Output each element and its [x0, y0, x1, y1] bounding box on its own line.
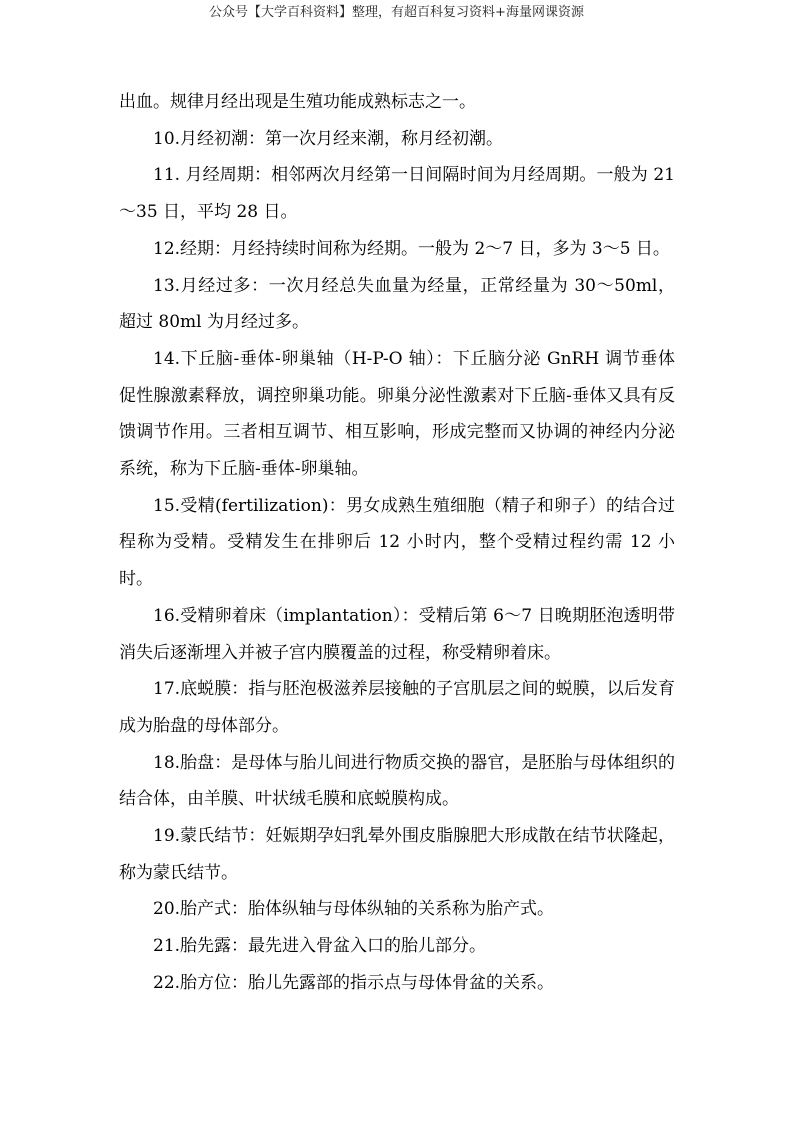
definition-item-17: 17.底蜕膜：指与胚泡极滋养层接触的子宫肌层之间的蜕膜，以后发育成为胎盘的母体部分。 [119, 679, 675, 736]
document-body [119, 84, 675, 1002]
definition-item-12: 12.经期：月经持续时间称为经期。一般为 2～7 日，多为 3～5 日。 [153, 238, 670, 259]
definition-item-10: 10.月经初潮：第一次月经来潮，称月经初潮。 [153, 128, 504, 149]
paragraph-continuation: 出血。规律月经出现是生殖功能成熟标志之一。 [119, 92, 476, 112]
page-header: 公众号【大学百科资料】整理，有超百科复习资料+海量网课资源 [209, 5, 584, 20]
definition-item-19: 19.蒙氏结节：妊娠期孕妇乳晕外围皮脂腺肥大形成散在结节状隆起，称为蒙氏结节。 [119, 826, 675, 883]
definition-item-21: 21.胎先露：最先进入骨盆入口的胎儿部分。 [153, 936, 487, 957]
definition-item-14: 14.下丘脑-垂体-卵巢轴（H-P-O 轴）：下丘脑分泌 GnRH 调节垂体促性腺激素释放，调控卵巢功能。卵巢分泌性激素对下丘脑-垂体又具有反馈调节作用。三者相互调节、相互影响，形成完整而又协调的神经内分泌系统，称为下丘脑-垂体-卵巢轴。 [119, 348, 675, 480]
definition-item-22: 22.胎方位：胎儿先露部的指示点与母体骨盆的关系。 [153, 972, 555, 993]
definition-item-16: 16.受精卵着床（implantation）：受精后第 6～7 日晚期胚泡透明带消失后逐渐埋入并被子宫内膜覆盖的过程，称受精卵着床。 [119, 605, 675, 663]
definition-item-20: 20.胎产式：胎体纵轴与母体纵轴的关系称为胎产式。 [153, 899, 555, 920]
definition-item-13: 13.月经过多：一次月经总失血量为经量，正常经量为 30～50ml，超过 80ml 为月经过多。 [119, 275, 675, 333]
definition-item-15: 15.受精(fertilization)：男女成熟生殖细胞（精子和卵子）的结合过程称为受精。受精发生在排卵后 12 小时内，整个受精过程约需 12 小时。 [119, 495, 675, 590]
definition-item-18: 18.胎盘：是母体与胎儿间进行物质交换的器官，是胚胎与母体组织的结合体，由羊膜、叶状绒毛膜和底蜕膜构成。 [119, 752, 675, 810]
definition-item-11: 11. 月经周期：相邻两次月经第一日间隔时间为月经周期。一般为 21～35 日，平均 28 日。 [119, 165, 675, 223]
